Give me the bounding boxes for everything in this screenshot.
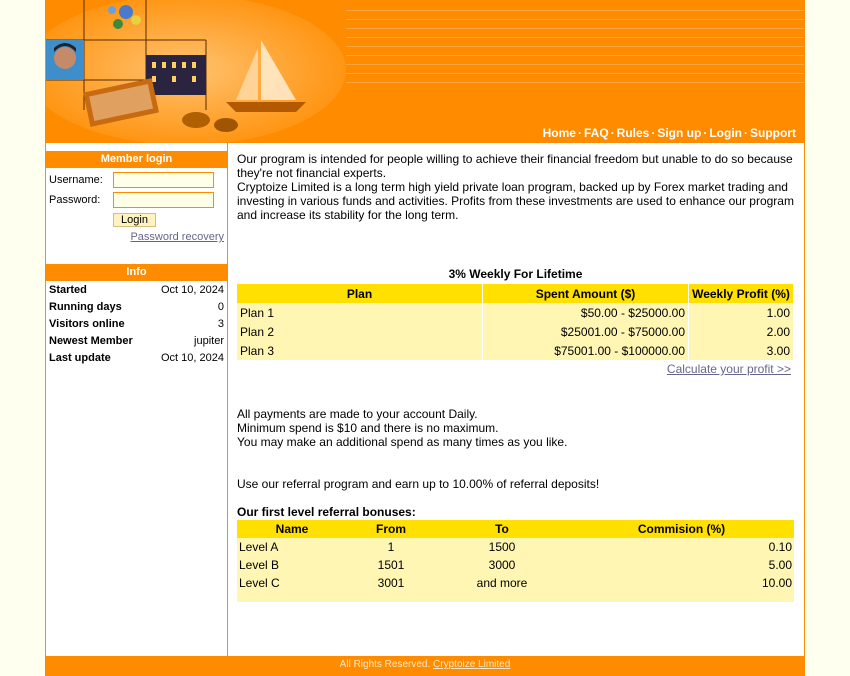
plan-profit: 1.00	[689, 303, 794, 322]
ref-name: Level C	[237, 574, 347, 592]
info-row-visitors-online	[46, 316, 227, 333]
nav-login-link[interactable]: Login	[709, 126, 742, 140]
nav-separator: ·	[651, 126, 656, 140]
calculate-profit-link[interactable]: Calculate your profit >>	[666, 362, 791, 376]
referral-text: Use our referral program and earn up to 10.00% of referral deposits!	[237, 477, 600, 491]
nav-support-link[interactable]: Support	[750, 126, 796, 140]
plan-amount: $75001.00 - $100000.00	[483, 341, 689, 360]
plan-amount: $25001.00 - $75000.00	[483, 322, 689, 341]
ref-to: 1500	[435, 538, 569, 556]
ref-pct: 0.10	[569, 538, 794, 556]
plan-name: Plan 3	[237, 341, 483, 360]
plan-profit: 3.00	[689, 341, 794, 360]
payments-line: All payments are made to your account Daily.	[237, 407, 478, 421]
nav-separator: ·	[744, 126, 748, 140]
referral-table	[237, 520, 794, 602]
plan-header-cell: Plan	[237, 284, 483, 303]
nav-signup-link[interactable]: Sign up	[657, 126, 702, 140]
nav-faq-link[interactable]: FAQ	[583, 126, 609, 140]
info-key: Started	[49, 284, 87, 296]
member-login-heading: Member login	[46, 151, 227, 168]
password-recovery-link[interactable]: Password recovery	[130, 231, 224, 243]
plan-amount: $50.00 - $25000.00	[483, 303, 689, 322]
info-value: 3	[217, 318, 224, 330]
info-row-last-update	[46, 350, 227, 367]
top-navigation	[543, 126, 796, 140]
footer-text: All Rights Reserved.	[339, 659, 431, 670]
table-row	[237, 303, 794, 322]
footer-company-link[interactable]: Cryptoize Limited	[433, 659, 511, 670]
ref-from: 1	[347, 538, 435, 556]
payments-info	[237, 407, 567, 449]
ref-to: and more	[435, 574, 569, 592]
ref-header-cell: Commision (%)	[569, 520, 794, 538]
ref-header-cell: From	[347, 520, 435, 538]
sidebar-divider	[227, 143, 228, 656]
plan-name: Plan 2	[237, 322, 483, 341]
header-banner	[46, 0, 804, 143]
nav-separator: ·	[577, 126, 582, 140]
plan-header-cell: Weekly Profit (%)	[689, 284, 794, 303]
header-collage-image	[46, 0, 346, 143]
info-value: jupiter	[194, 335, 224, 347]
referral-bonus-title: Our first level referral bonuses:	[237, 505, 416, 519]
plan-header-cell: Spent Amount ($)	[483, 284, 689, 303]
info-row-newest-member	[46, 333, 227, 350]
username-row	[46, 170, 227, 190]
plan-profit: 2.00	[689, 322, 794, 341]
info-value: Oct 10, 2024	[161, 284, 224, 296]
username-label: Username:	[49, 174, 103, 186]
info-value: 0	[217, 301, 224, 313]
info-key: Running days	[49, 301, 122, 313]
ref-header-cell: Name	[237, 520, 347, 538]
username-input[interactable]	[113, 172, 214, 188]
table-row	[237, 556, 794, 574]
main-content	[237, 152, 794, 590]
password-label: Password:	[49, 194, 101, 206]
password-row	[46, 190, 227, 210]
page	[45, 0, 805, 676]
ref-to: 3000	[435, 556, 569, 574]
password-input[interactable]	[113, 192, 214, 208]
nav-home-link[interactable]: Home	[542, 126, 576, 140]
footer	[46, 656, 804, 676]
ref-header-cell: To	[435, 520, 569, 538]
plan-name: Plan 1	[237, 303, 483, 322]
intro-paragraph-2: Cryptoize Limited is a long term high yield private loan program, backed up by Forex market trading and investing in various funds and activities. Profits from these investments are used to enhance our program and increase its stability for the long term.	[237, 180, 794, 222]
table-row	[237, 322, 794, 341]
table-row	[237, 538, 794, 556]
nav-separator: ·	[703, 126, 708, 140]
ref-name: Level B	[237, 556, 347, 574]
login-button[interactable]: Login	[113, 213, 156, 227]
payments-line: Minimum spend is $10 and there is no maximum.	[237, 421, 499, 435]
info-key: Visitors online	[49, 318, 125, 330]
plan-table-header	[237, 284, 794, 303]
plan-title: 3% Weekly For Lifetime	[448, 267, 583, 281]
sidebar	[46, 151, 227, 367]
ref-pct: 5.00	[569, 556, 794, 574]
plan-table	[237, 284, 794, 360]
payments-line: You may make an additional spend as many times as you like.	[237, 435, 568, 449]
table-spacer-row	[237, 592, 794, 602]
intro-paragraph-1: Our program is intended for people willing to achieve their financial freedom but unable to do so because they're not financial experts.	[237, 152, 793, 180]
nav-separator: ·	[610, 126, 615, 140]
table-row	[237, 341, 794, 360]
table-row	[237, 574, 794, 592]
ref-from: 1501	[347, 556, 435, 574]
ref-pct: 10.00	[569, 574, 794, 592]
info-key: Newest Member	[49, 335, 133, 347]
info-key: Last update	[49, 352, 111, 364]
nav-rules-link[interactable]: Rules	[616, 126, 650, 140]
info-row-running-days	[46, 299, 227, 316]
ref-name: Level A	[237, 538, 347, 556]
ref-from: 3001	[347, 574, 435, 592]
info-value: Oct 10, 2024	[161, 352, 224, 364]
referral-table-header	[237, 520, 794, 538]
info-row-started	[46, 282, 227, 299]
info-heading: Info	[46, 264, 227, 281]
